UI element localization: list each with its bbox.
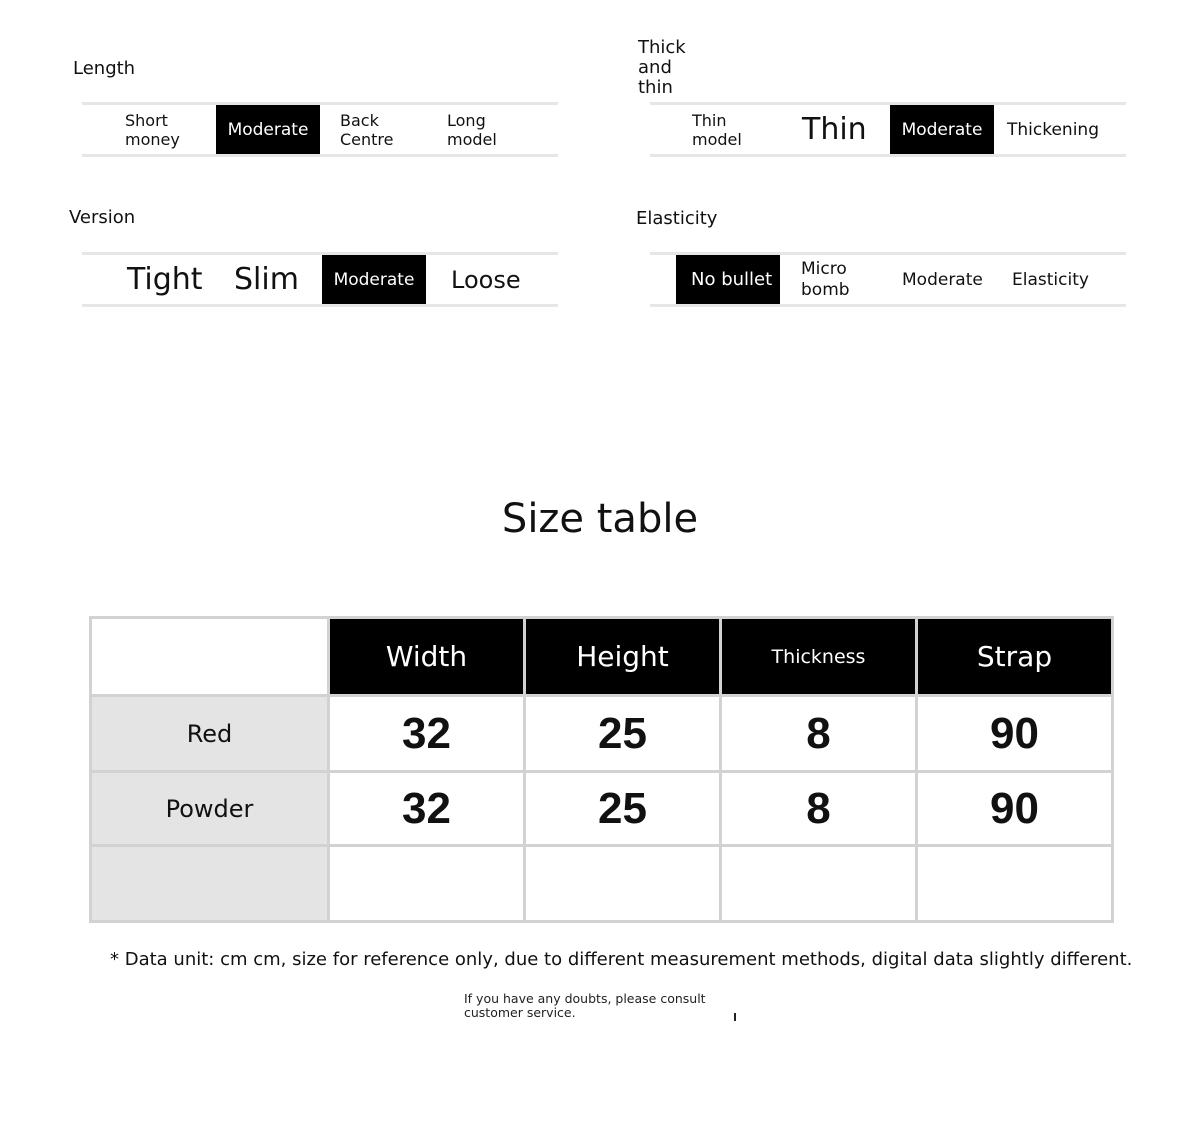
version-options — [82, 252, 558, 307]
consult-note: If you have any doubts, please consult customer service. — [464, 991, 706, 1020]
size-table — [89, 616, 1114, 923]
elasticity-options — [650, 252, 1126, 307]
elasticity-option-elasticity[interactable]: Elasticity — [1012, 269, 1089, 290]
elasticity-option-no-bullet[interactable]: No bullet — [676, 255, 780, 304]
cell-empty-thickness — [721, 846, 917, 922]
thickness-option-moderate[interactable]: Moderate — [890, 105, 994, 154]
length-option-long-model[interactable]: Long model — [447, 110, 497, 149]
data-unit-footnote: * Data unit: cm cm, size for reference only, due to different measurement methods, digital data slightly different. — [110, 949, 1133, 970]
version-option-tight[interactable]: Tight — [127, 262, 203, 297]
elasticity-option-moderate[interactable]: Moderate — [902, 269, 983, 290]
column-header-height: Height — [525, 618, 721, 696]
cell-empty-height — [525, 846, 721, 922]
cell-red-height: 25 — [525, 696, 721, 772]
row-header-red: Red — [91, 696, 329, 772]
cell-red-width: 32 — [329, 696, 525, 772]
thickness-option-thin-model[interactable]: Thin model — [692, 110, 742, 149]
column-header-strap: Strap — [917, 618, 1113, 696]
table-header-row — [91, 618, 1113, 696]
row-header-empty — [91, 846, 329, 922]
size-table-title: Size table — [501, 496, 699, 542]
cell-powder-thickness: 8 — [721, 772, 917, 846]
elasticity-label: Elasticity — [636, 208, 718, 229]
cell-empty-strap — [917, 846, 1113, 922]
cell-red-strap: 90 — [917, 696, 1113, 772]
version-option-moderate[interactable]: Moderate — [322, 255, 426, 304]
cell-powder-height: 25 — [525, 772, 721, 846]
column-header-thickness: Thickness — [721, 618, 917, 696]
column-header-width: Width — [329, 618, 525, 696]
thickness-options — [650, 102, 1126, 157]
cell-powder-width: 32 — [329, 772, 525, 846]
thickness-option-thin[interactable]: Thin — [802, 112, 867, 147]
thickness-label: Thick and thin — [638, 37, 686, 98]
table-row — [91, 846, 1113, 922]
table-row — [91, 772, 1113, 846]
version-label: Version — [69, 207, 136, 228]
cell-powder-strap: 90 — [917, 772, 1113, 846]
length-options — [82, 102, 558, 157]
row-header-powder: Powder — [91, 772, 329, 846]
length-option-short-money[interactable]: Short money — [125, 110, 180, 149]
thickness-option-thickening[interactable]: Thickening — [1007, 119, 1099, 140]
table-corner-cell — [91, 618, 329, 696]
elasticity-option-micro-bomb[interactable]: Micro bomb — [801, 258, 850, 300]
cell-red-thickness: 8 — [721, 696, 917, 772]
version-option-slim[interactable]: Slim — [234, 262, 299, 297]
length-option-moderate[interactable]: Moderate — [216, 105, 320, 154]
table-row — [91, 696, 1113, 772]
length-option-back-centre[interactable]: Back Centre — [340, 110, 394, 149]
cell-empty-width — [329, 846, 525, 922]
length-label: Length — [73, 58, 136, 79]
cursor-mark — [734, 1013, 736, 1021]
version-option-loose[interactable]: Loose — [451, 265, 521, 294]
